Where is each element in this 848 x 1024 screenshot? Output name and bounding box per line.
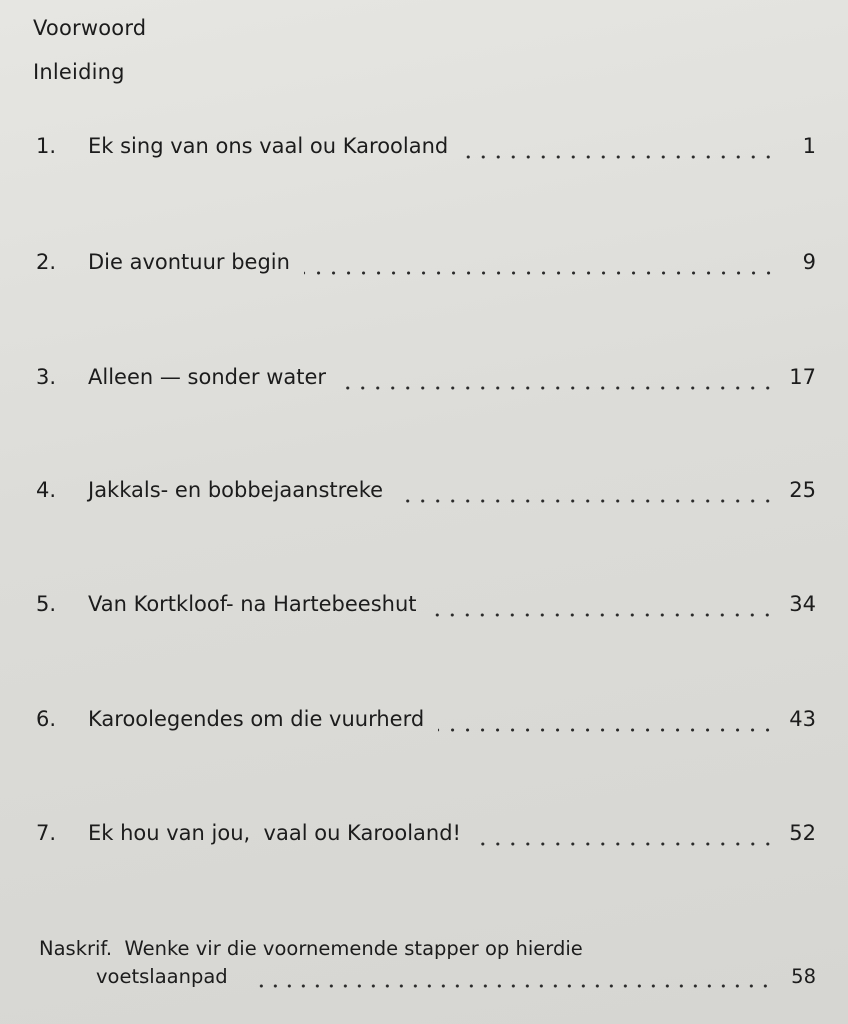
chapter-page-number: 17 (789, 365, 816, 389)
toc-entry-chapter-3 (36, 365, 816, 397)
chapter-title: Ek hou van jou, vaal ou Karooland! (88, 821, 461, 845)
chapter-title: Jakkals- en bobbejaanstreke (88, 478, 384, 502)
chapter-title: Ek sing van ons vaal ou Karooland (88, 134, 449, 158)
dot-leader (475, 842, 775, 846)
chapter-page-number: 9 (802, 250, 816, 274)
chapter-title: Die avontuur begin (88, 250, 290, 274)
chapter-page-number: 52 (789, 821, 816, 845)
chapter-page-number: 1 (802, 134, 816, 158)
chapter-page-number: 34 (789, 592, 816, 616)
toc-entry-chapter-7 (36, 821, 816, 853)
naskrif-title-continued: voetslaanpad (96, 965, 228, 988)
toc-naskrif-line-1: Naskrif. Wenke vir die voornemende stapper op hierdie (39, 937, 583, 960)
toc-inleiding: Inleiding (33, 60, 125, 84)
dot-leader (340, 386, 775, 390)
chapter-page-number: 43 (789, 707, 816, 731)
toc-entry-chapter-6 (36, 707, 816, 739)
naskrif-page-number: 58 (791, 965, 816, 988)
toc-entry-chapter-2 (36, 250, 816, 282)
chapter-number: 7. (36, 821, 57, 845)
chapter-page-number: 25 (789, 478, 816, 502)
dot-leader (250, 984, 772, 988)
dot-leader (438, 728, 775, 732)
toc-naskrif-line-2 (96, 965, 816, 995)
toc-entry-chapter-4 (36, 478, 816, 510)
chapter-number: 6. (36, 707, 57, 731)
chapter-number: 3. (36, 365, 57, 389)
chapter-number: 5. (36, 592, 57, 616)
dot-leader (304, 271, 776, 275)
dot-leader (462, 155, 776, 159)
dot-leader (397, 499, 775, 503)
chapter-number: 2. (36, 250, 57, 274)
chapter-title: Karoolegendes om die vuurherd (88, 707, 425, 731)
chapter-number: 1. (36, 134, 57, 158)
chapter-number: 4. (36, 478, 57, 502)
chapter-title: Van Kortkloof- na Hartebeeshut (88, 592, 417, 616)
dot-leader (430, 613, 775, 617)
chapter-title: Alleen — sonder water (88, 365, 327, 389)
toc-entry-chapter-5 (36, 592, 816, 624)
toc-entry-chapter-1 (36, 134, 816, 166)
toc-voorwoord: Voorwoord (33, 16, 147, 40)
